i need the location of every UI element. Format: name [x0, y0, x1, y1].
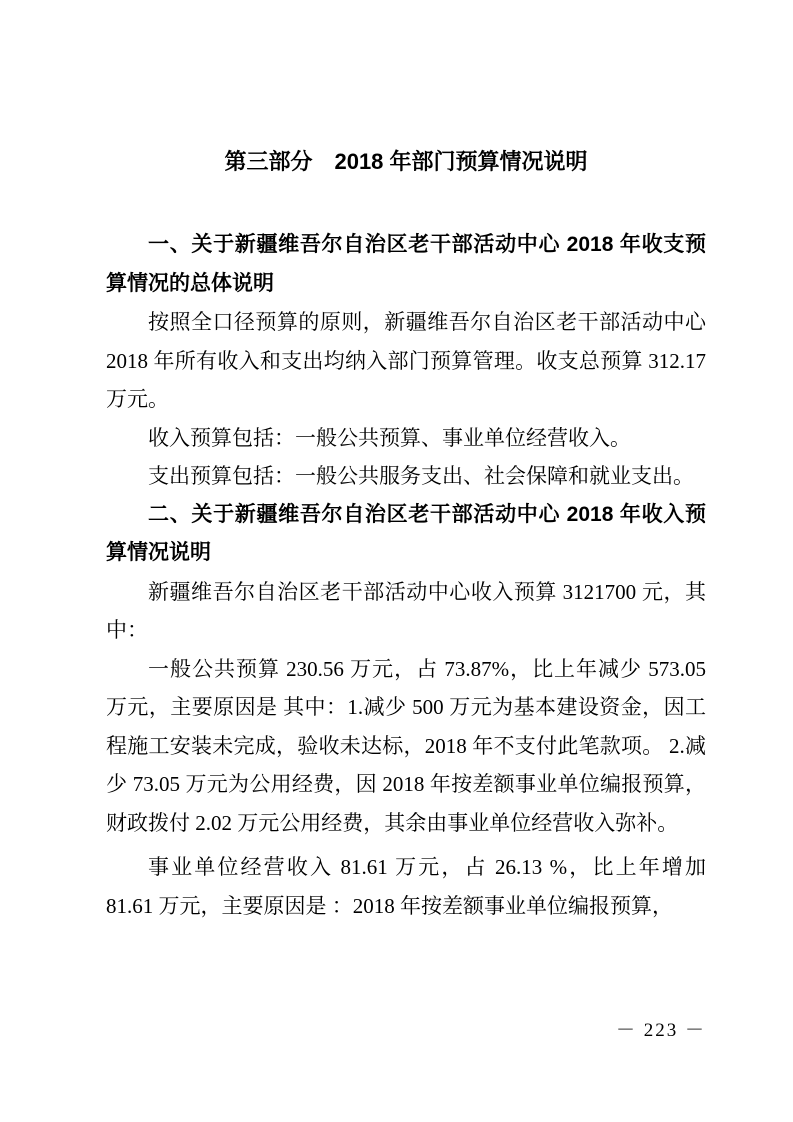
section-1-heading: 一、关于新疆维吾尔自治区老干部活动中心 2018 年收支预算情况的总体说明: [106, 233, 706, 295]
page-number: － 223 －: [615, 1020, 706, 1041]
section-1-paragraph-2: 收入预算包括：一般公共预算、事业单位经营收入。: [148, 425, 631, 450]
section-overall-budget: [106, 226, 706, 496]
section-2-paragraph-2: 一般公共预算 230.56 万元，占 73.87%，比上年减少 573.05 万元，主要原因是 其中：1.减少 500 万元为基本建设资金，因工程施工安装未完成，验收未达标，2018 年不支付此笔款项。 2.减少 73.05 万元为公用经费，因 2018 年按差额事业单位编报预算，财政拨付 2.02 万元公用经费，其余由事业单位经营收入弥补。: [106, 656, 706, 835]
document-title: 第三部分 2018 年部门预算情况说明: [224, 149, 588, 174]
document-content: [106, 148, 706, 925]
section-2-paragraph-1: 新疆维吾尔自治区老干部活动中心收入预算 3121700 元，其中：: [106, 579, 706, 642]
section-1-paragraph-3: 支出预算包括：一般公共服务支出、社会保障和就业支出。: [148, 464, 694, 488]
section-income-budget: [106, 496, 706, 926]
section-1-paragraph-1: 按照全口径预算的原则，新疆维吾尔自治区老干部活动中心 2018 年所有收入和支出均纳入部门预算管理。收支总预算 312.17 万元。: [106, 310, 706, 411]
section-2-heading: 二、关于新疆维吾尔自治区老干部活动中心 2018 年收入预算情况说明: [106, 502, 706, 564]
section-2-paragraph-3: 事业单位经营收入 81.61 万元，占 26.13 %，比上年增加 81.61 万元，主要原因是 ：2018 年按差额事业单位编报预算，: [106, 855, 706, 918]
